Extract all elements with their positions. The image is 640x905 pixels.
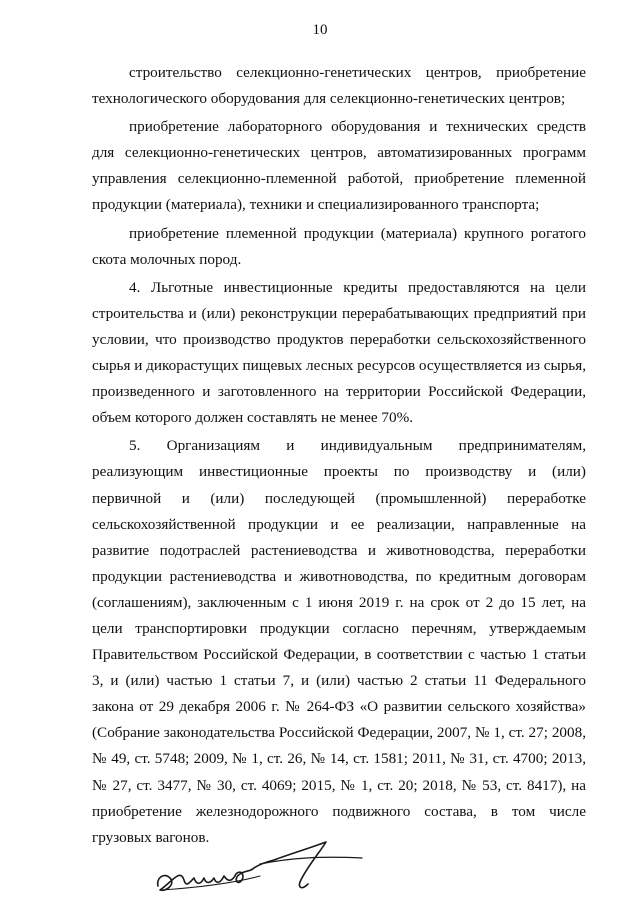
paragraph-item-5: 5. Организациям и индивидуальным предпринимателям, реализующим инвестиционные проекты по производству и (или) первичной и (или) последующей (промышленной) переработке сельскохозяйственной продукции и ее реализации, направленные на развитие подотраслей растениеводства и животноводства, переработки продукции растениеводства и животноводства, по кредитным договорам (соглашениям), заключенным с 1 июня 2019 г. на срок от 2 до 15 лет, на цели транспортировки продукции согласно перечням, утверждаемым Правительством Российской Федерации, в соответствии с частью 1 статьи 3, и (или) частью 1 статьи 7, и (или) частью 2 статьи 11 Федерального закона от 29 декабря 2006 г. № 264-ФЗ «О развитии сельского хозяйства» (Собрание законодательства Российской Федерации, 2007, № 1, ст. 27; 2008, № 49, ст. 5748; 2009, № 1, ст. 26, № 14, ст. 1581; 2011, № 31, ст. 4700; 2013, № 27, ст. 3477, № 30, ст. 4069; 2015, № 1, ст. 20; 2018, № 53, ст. 8417), на приобретение железнодорожного подвижного состава, в том числе грузовых вагонов.: [92, 437, 586, 846]
page-number: 10: [312, 22, 328, 38]
paragraph-lab-equipment: приобретение лабораторного оборудования и технических средств для селекционно-генетических центров, автоматизированных программ управления селекционно-племенной работой, приобретение племенной продукции (материала), техники и специализированного транспорта;: [92, 118, 586, 214]
paragraph-item-4: 4. Льготные инвестиционные кредиты предоставляются на цели строительства и (или) реконструкции перерабатывающих предприятий при условии, что производство продуктов переработки сельскохозяйственного сырья и дикорастущих пищевых лесных ресурсов осуществляется из сырья, произведенного и заготовленного на территории Российской Федерации, объем которого должен составлять не менее 70%.: [92, 278, 587, 427]
paragraph-dairy-cattle: приобретение племенной продукции (материала) крупного рогатого скота молочных пород.: [92, 224, 586, 268]
handwritten-signature: [150, 838, 370, 898]
document-body: [92, 60, 586, 851]
paragraph-breeding-centers: строительство селекционно-генетических центров, приобретение технологического оборудования для селекционно-генетических центров;: [92, 64, 586, 108]
